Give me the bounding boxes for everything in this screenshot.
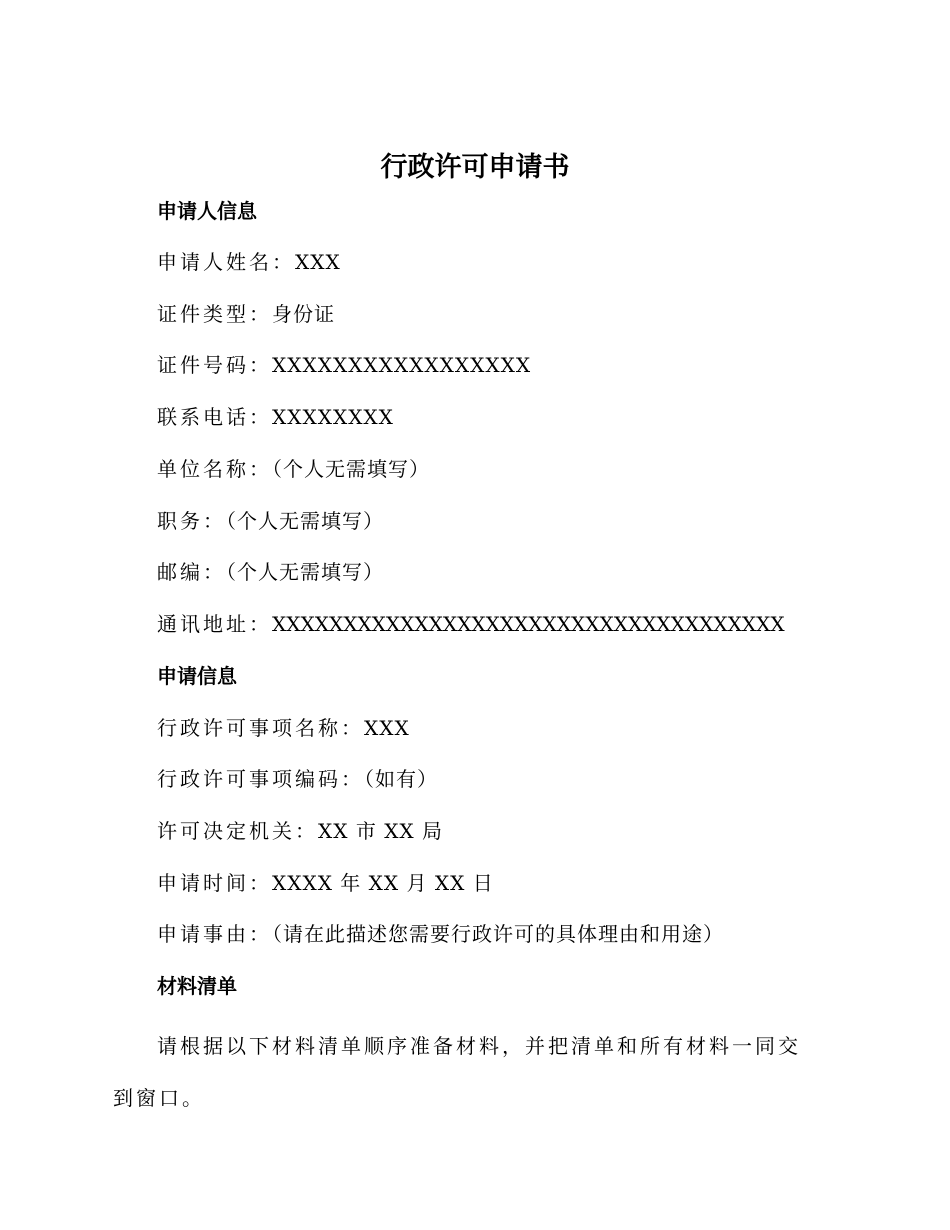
field-decision-authority (157, 816, 443, 846)
field-phone (157, 402, 394, 432)
field-value: XXXX 年 XX 月 XX 日 (272, 871, 494, 895)
field-position (157, 506, 384, 536)
section-heading-application: 申请信息 (157, 664, 237, 688)
field-label: 行政许可事项编码： (157, 767, 364, 791)
field-label: 申请时间： (157, 871, 272, 895)
field-permit-item-code (157, 764, 438, 794)
field-value: （个人无需填写） (272, 457, 430, 481)
field-label: 职务： (157, 509, 226, 533)
field-application-reason (157, 919, 724, 949)
field-value: XXX (364, 716, 410, 740)
field-value: XXXXXXXXXXXXXXXXXXXXXXXXXXXXXXXXXXXX (272, 612, 785, 636)
field-value: （个人无需填写） (226, 509, 384, 533)
materials-instructions: 请根据以下材料清单顺序准备材料，并把清单和所有材料一同交到窗口。 (113, 1034, 801, 1110)
field-organization (157, 454, 430, 484)
document-title: 行政许可申请书 (380, 152, 570, 183)
field-label: 行政许可事项名称： (157, 716, 364, 740)
field-applicant-name (157, 247, 341, 277)
field-label: 申请人姓名： (157, 250, 295, 274)
field-value: 身份证 (272, 302, 335, 326)
field-label: 许可决定机关： (157, 819, 318, 843)
field-value: （请在此描述您需要行政许可的具体理由和用途） (272, 922, 724, 946)
field-id-number (157, 350, 531, 380)
field-label: 申请事由： (157, 922, 272, 946)
field-value: XXXXXXXXXXXXXXXXX (272, 353, 532, 377)
field-label: 单位名称： (157, 457, 272, 481)
field-label: 联系电话： (157, 405, 272, 429)
field-permit-item-name (157, 713, 410, 743)
field-value: XX 市 XX 局 (318, 819, 444, 843)
field-value: XXX (295, 250, 341, 274)
field-value: （个人无需填写） (226, 560, 384, 584)
field-postcode (157, 557, 384, 587)
field-application-date (157, 868, 494, 898)
section-heading-applicant: 申请人信息 (157, 199, 257, 223)
section-heading-materials: 材料清单 (157, 974, 237, 998)
field-address (157, 609, 785, 639)
field-label: 邮编： (157, 560, 226, 584)
field-label: 证件类型： (157, 302, 272, 326)
field-value: （如有） (364, 767, 438, 791)
field-label: 通讯地址： (157, 612, 272, 636)
field-value: XXXXXXXX (272, 405, 394, 429)
field-id-type (157, 299, 335, 329)
field-label: 证件号码： (157, 353, 272, 377)
